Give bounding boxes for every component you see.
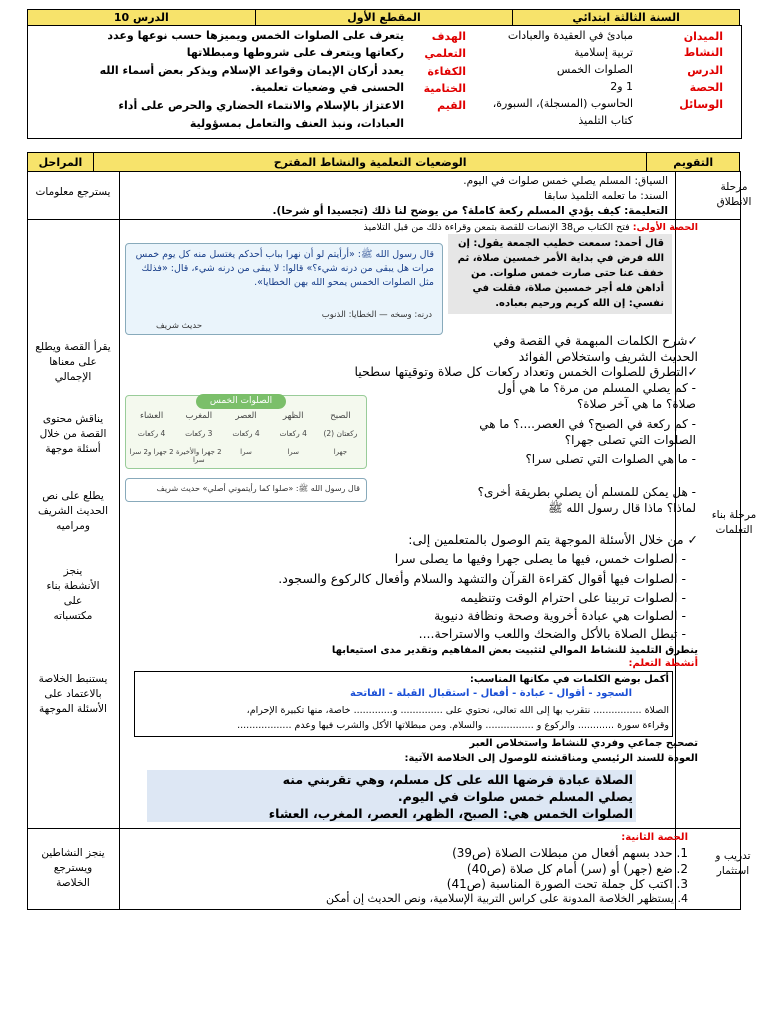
- lesson-info: [27, 25, 742, 139]
- point-1-text: الصلوات خمس، فيها ما يصلى جهرا وفيها ما يصلى سرا: [394, 551, 678, 566]
- value-goal-1: يتعرف على الصلوات الخمس ويميزها حسب نوعها وعدد: [107, 29, 404, 42]
- stage-launch: مرحلة الانطلاق: [716, 181, 752, 208]
- summary-line-2: يصلي المسلم خمس صلوات في اليوم.: [397, 789, 633, 804]
- value-tools-2: كتاب التلميذ: [578, 114, 633, 127]
- label-final: الختامية: [423, 82, 466, 95]
- prayers-row-rakaat: [128, 429, 364, 438]
- hadith-glossary: درنه: وسخه — الخطايا: الذنوب: [321, 310, 432, 320]
- prayer-name: العشاء: [139, 411, 164, 421]
- practice-item-1: 1. حدد بسهم أفعال من مبطلات الصلاة (ص39): [452, 846, 688, 860]
- session1-label: الحصة الأولى:: [632, 222, 698, 233]
- check-outcomes: ✓ من خلال الأسئلة الموجهة يتم الوصول بالمتعلمين إلى:: [408, 532, 698, 547]
- eval-practice: ينجز النشاطين ويسترجع الخلاصة: [41, 847, 105, 889]
- hadith-text: قال رسول الله ﷺ: «أرأيتم لو أن نهرا بباب أحدكم يغتسل منه كل يوم خمس مرات هل يبقى من درنه شيء؟» قالوا: لا يبقى من درنه شيء، قال: «فذلك مثل الصلوات الخمس يمحو الله بهن الخطايا».: [135, 249, 434, 288]
- check-prayers-text: التطرق للصلوات الخمس وتعداد ركعات كل صلاة وتوقيتها سطحيا: [354, 364, 688, 379]
- stage-practice: تدريب و استثمار: [715, 850, 751, 877]
- transition-note: ينطرق التلميذ للنشاط الموالي لتثبيت بعض المفاهيم وتقدير مدى استيعابها: [331, 645, 698, 656]
- col-activities: الوضعيات التعلمية والنشاط المقترح: [93, 153, 647, 172]
- value-domain: مبادئ في العقيدة والعبادات: [507, 29, 633, 42]
- divider: [27, 828, 741, 829]
- practice-item-3: 3. اكتب كل جملة تحت الصورة المناسبة (ص41): [446, 877, 688, 891]
- summary-line-3: الصلوات الخمس هي: الصبح، الظهر، العصر، المغرب، العشاء: [268, 806, 633, 821]
- point-1: - الصلوات خمس، فيها ما يصلى جهرا وفيها ما يصلى سرا: [394, 551, 686, 566]
- summary-line-1: الصلاة عبادة فرضها الله على كل مسلم، وهي تقربني منه: [282, 772, 633, 787]
- hadith-image: [125, 243, 443, 335]
- value-tools: الحاسوب (المسجلة)، السبورة،: [492, 97, 633, 110]
- point-4-text: الصلوات هي عبادة أخروية وصحة ونظافة دنيوية: [434, 608, 678, 623]
- mode-cell: 2 جهرا و2 سرا: [129, 448, 174, 456]
- eval-build-4: ينجز الأنشطة بناء على مكتسباته: [46, 565, 100, 622]
- prayer-name: الصبح: [330, 411, 351, 421]
- question-3-text: ما هي الصلوات التي تصلى سرا؟: [525, 452, 688, 466]
- rakaat-cell: 4 ركعات: [137, 429, 166, 438]
- value-activity: تربية إسلامية: [574, 46, 633, 59]
- mode-cell: 2 جهرا والأخيرة سرا: [176, 448, 222, 464]
- point-5-text: تبطل الصلاة بالأكل والضحك واللعب والاستراحة....: [418, 626, 678, 641]
- launch-context: السياق: المسلم يصلي خمس صلوات في اليوم.: [463, 175, 668, 187]
- mode-cell: سرا: [287, 448, 300, 456]
- mode-cell: جهرا: [333, 448, 348, 456]
- rakaat-cell: 4 ركعات: [279, 429, 307, 438]
- mode-cell: سرا: [240, 448, 252, 456]
- grade-cell: السنة الثالثة ابتدائي: [513, 10, 740, 26]
- exercise-words: السجود - أقوال - عبادة - أفعال - استقبال القبلة - الفاتحة: [350, 688, 632, 699]
- prayers-table-title: الصلوات الخمس: [196, 394, 286, 409]
- value-competence-2: الحسنى في وضعيات تعلمية.: [250, 81, 404, 94]
- question-4: - هل يمكن للمسلم أن يصلي بطريقة أخرى؟ لماذا؟ ماذا قال رسول الله ﷺ: [477, 485, 696, 515]
- check-outcomes-text: من خلال الأسئلة الموجهة يتم الوصول بالمتعلمين إلى:: [408, 532, 684, 547]
- story-text: قال أحمد: سمعت خطيب الجمعة يقول: إن الله فرض في بداية الأمر خمسين صلاة، ثم خفف عنا حتى صارت خمس صلوات. من أداهن فله أجر خمسين صلاة، فقلت في نفسي: إن الله كريم ورحيم بعباده.: [457, 238, 664, 309]
- label-activity: النشاط: [683, 46, 723, 59]
- check-prayers: ✓التطرق للصلوات الخمس وتعداد ركعات كل صلاة وتوقيتها سطحيا: [354, 364, 698, 379]
- label-goal: الهدف: [431, 30, 466, 43]
- point-3-text: الصلوات تربينا على احترام الوقت وتنظيمه: [460, 590, 678, 605]
- label-competence: الكفاءة: [427, 65, 466, 78]
- value-session: 1 و2: [610, 80, 633, 93]
- segment-cell: المقطع الأول: [255, 10, 513, 26]
- label-values: القيم: [437, 99, 466, 112]
- question-3: - ما هي الصلوات التي تصلى سرا؟: [525, 452, 696, 466]
- value-goal-2: ركعاتها ويتعرف على شروطها ومبطلاتها: [186, 46, 404, 59]
- learn-label: أنشطة التعلم:: [628, 658, 698, 669]
- check-explain-text: شرح الكلمات المبهمة في القصة وفي الحديث الشريف واستخلاص الفوائد: [493, 333, 698, 364]
- eval-build-1: يقرأ القصة ويطلع على معناها الإجمالي: [35, 341, 111, 383]
- rakaat-cell: 3 ركعات: [185, 429, 213, 438]
- exercise-line-1: الصلاة ................ نتقرب بها إلى الله تعالى، نحتوي على .............. و............. خاصة، منها تكبيرة الإحرام،: [246, 705, 669, 716]
- practice-item-2: 2. ضع (جهر) أو (سر) أمام كل صلاة (ص40): [466, 862, 688, 876]
- col-stages: المراحل: [28, 153, 94, 172]
- prayers-row-mode: [128, 448, 364, 464]
- stage-build: مرحلة بناء التعلمات: [711, 509, 757, 536]
- question-2: - كم ركعة في الصبح؟ في العصر....؟ ما هي الصلوات التي تصلى جهرا؟: [479, 417, 696, 447]
- question-2-text: كم ركعة في الصبح؟ في العصر....؟ ما هي الصلوات التي تصلى جهرا؟: [479, 417, 696, 447]
- label-learning: التعلمي: [424, 47, 466, 60]
- hadith-source: حديث شريف: [156, 321, 203, 331]
- hadith2-image: [125, 478, 367, 502]
- eval-launch: يسترجع معلومات: [35, 186, 111, 198]
- value-lesson: الصلوات الخمس: [556, 63, 633, 76]
- prayers-row-names: [128, 411, 364, 421]
- session2-label: الحصة الثانية:: [621, 832, 688, 843]
- value-values-2: العبادات، ونبذ العنف والتعامل بمسؤولية: [189, 117, 404, 130]
- launch-instruction: التعليمة: كيف يؤدي المسلم ركعة كاملة؟ من يوضح لنا ذلك (تجسيدا أو شرحا).: [272, 205, 668, 217]
- value-values-1: الاعتزاز بالإسلام والانتماء الحضاري والحرص على أداء: [118, 99, 404, 112]
- col-eval: التقويم: [647, 153, 740, 172]
- point-5: - تبطل الصلاة بالأكل والضحك واللعب والاستراحة....: [418, 626, 686, 641]
- prayer-name: الظهر: [282, 411, 304, 421]
- lesson-cell: الدرس 10: [28, 10, 256, 26]
- divider: [119, 171, 120, 909]
- rakaat-cell: 4 ركعات: [232, 429, 260, 438]
- exercise-box: [134, 671, 673, 737]
- practice-item-4: 4. يستظهر الخلاصة المدونة على كراس التربية الإسلامية، ونص الحديث إن أمكن: [326, 892, 688, 905]
- question-4-text: هل يمكن للمسلم أن يصلي بطريقة أخرى؟ لماذا؟ ماذا قال رسول الله ﷺ: [477, 485, 696, 515]
- point-4: - الصلوات هي عبادة أخروية وصحة ونظافة دنيوية: [434, 608, 686, 623]
- point-2: - الصلوات فيها أقوال كقراءة القرآن والتشهد والسلام وأفعال كالركوع والسجود.: [278, 571, 686, 586]
- question-1-text: كم يصلي المسلم من مرة؟ ما هي أول صلاة؟ ما هي آخر صلاة؟: [497, 381, 696, 411]
- label-tools: الوسائل: [679, 98, 723, 111]
- exercise-line-2: وقراءة سورة ............ والركوع و ................ والسلام. ومن مبطلاتها الأكل والشرب فيها وعدم ..................: [237, 720, 669, 731]
- border: [27, 171, 28, 909]
- summary-box: [147, 770, 636, 822]
- question-1: - كم يصلي المسلم من مرة؟ ما هي أول صلاة؟ ما هي آخر صلاة؟: [497, 381, 696, 411]
- exercise-title: أكمل بوضع الكلمات في مكانها المناسب:: [469, 674, 669, 685]
- summary-intro: العودة للسند الرئيسي ومناقشته للوصول إلى الخلاصة الآتية:: [404, 753, 698, 764]
- correction-note: تصحيح جماعي وفردي للنشاط واستخلاص العبر: [469, 738, 698, 749]
- point-2-text: الصلوات فيها أقوال كقراءة القرآن والتشهد والسلام وأفعال كالركوع والسجود.: [278, 571, 678, 586]
- prayers-table-image: [125, 395, 367, 469]
- prayer-name: العصر: [235, 411, 257, 421]
- main-table-header: [27, 152, 740, 172]
- divider: [27, 219, 741, 220]
- label-domain: الميدان: [683, 30, 723, 43]
- eval-build-5: يستنبط الخلاصة بالاعتماد على الأسئلة الموجهة: [38, 673, 108, 715]
- hadith2-text: قال رسول الله ﷺ: «صلوا كما رأيتموني أصلي» حديث شريف: [156, 484, 360, 493]
- value-competence-1: يعدد أركان الإيمان وقواعد الإسلام ويذكر بعض أسماء الله: [99, 64, 404, 77]
- launch-support: السند: ما تعلمه التلميذ سابقا: [544, 190, 668, 202]
- label-session: الحصة: [689, 81, 723, 94]
- eval-build-2: يناقش محتوى القصة من خلال أسئلة موجهة: [39, 413, 107, 455]
- story-box: [448, 234, 672, 314]
- eval-build-3: يطلع على نص الحديث الشريف ومراميه: [37, 490, 109, 532]
- session1-text: فتح الكتاب ص38 الإنصات للقصة بتمعن وقراءة ذلك من قبل التلاميذ: [363, 222, 630, 233]
- check-explain: ✓شرح الكلمات المبهمة في القصة وفي الحديث الشريف واستخلاص الفوائد: [493, 333, 698, 364]
- border: [27, 909, 741, 910]
- lesson-header: [27, 9, 740, 26]
- rakaat-cell: ركعتان (2): [323, 429, 358, 438]
- prayer-name: المغرب: [185, 411, 213, 421]
- border: [740, 171, 741, 909]
- point-3: - الصلوات تربينا على احترام الوقت وتنظيمه: [460, 590, 686, 605]
- label-lesson: الدرس: [687, 64, 723, 77]
